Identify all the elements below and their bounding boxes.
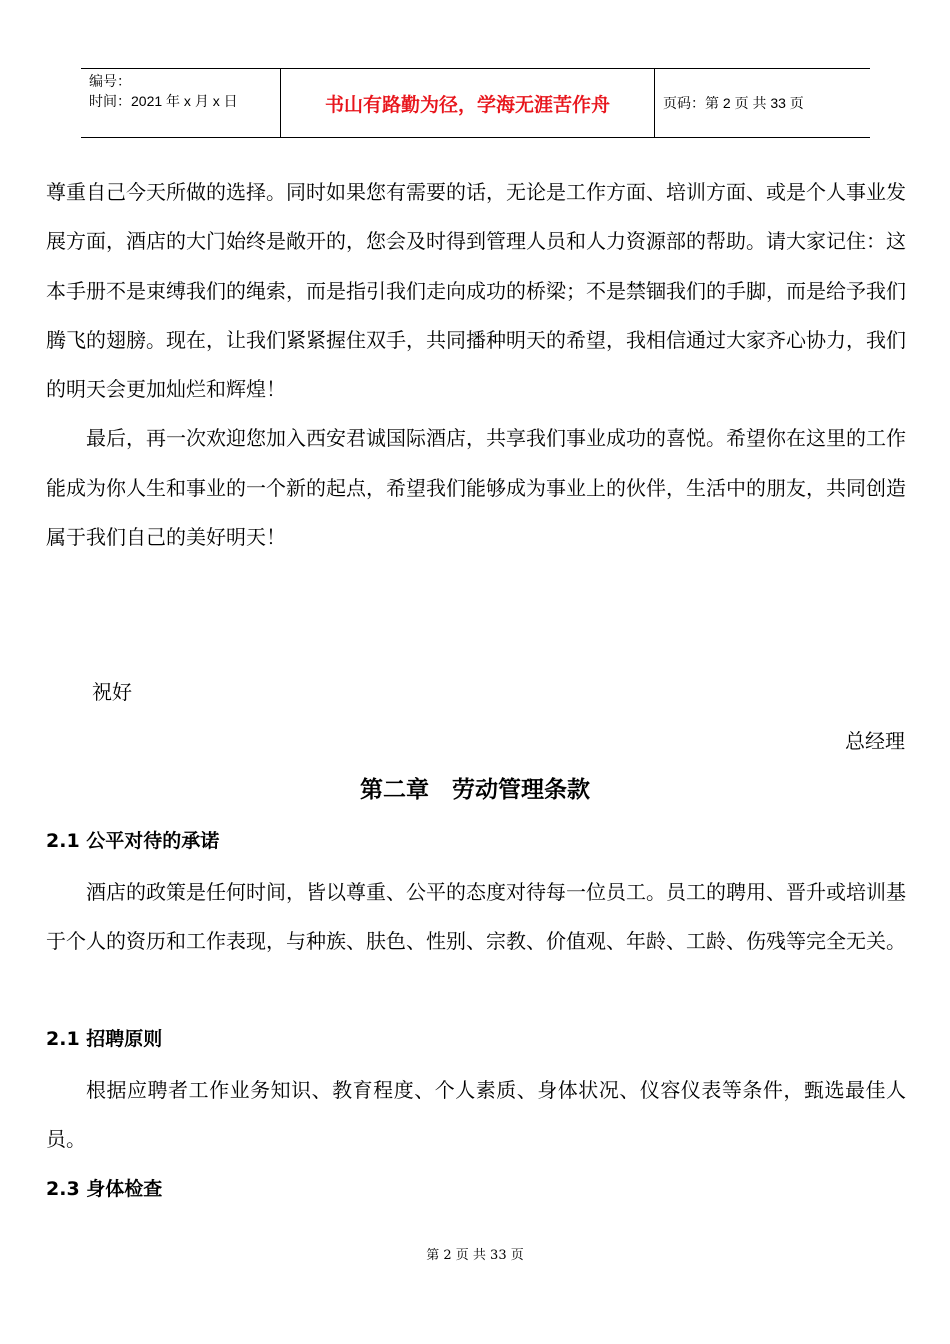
section-heading-fair-treatment: 2.1 公平对待的承诺 [46,830,220,852]
section-heading-recruitment: 2.1 招聘原则 [46,1028,163,1050]
header-page-info: 页码：第 2 页 共 33 页 [663,95,804,111]
chapter-title: 第二章 劳动管理条款 [360,777,590,803]
section-body-recruitment [46,1066,906,1165]
letter-greeting: 祝好 [92,680,132,704]
page-header [81,68,870,138]
section-heading-physical-exam: 2.3 身体检查 [46,1178,163,1200]
section-body-fair-treatment [46,868,906,967]
document-time-label: 时间：2021 年 x 月 x 日 [89,93,238,109]
section-paragraph: 根据应聘者工作业务知识、教育程度、个人素质、身体状况、仪容仪表等条件，甄选最佳人员。 [46,1078,906,1152]
document-number-label: 编号： [89,73,131,89]
letter-paragraph-1: 尊重自己今天所做的选择。同时如果您有需要的话，无论是工作方面、培训方面、或是个人事业发展方面，酒店的大门始终是敞开的，您会及时得到管理人员和人力资源部的帮助。请大家记住：这本手册不是束缚我们的绳索，而是指引我们走向成功的桥梁；不是禁锢我们的手脚，而是给予我们腾飞的翅膀。现在，让我们紧紧握住双手，共同播种明天的希望，我相信通过大家齐心协力，我们的明天会更加灿烂和辉煌！ [46,180,906,402]
header-meta [81,69,281,137]
letter-signature: 总经理 [845,729,905,753]
letter-body [46,168,906,562]
letter-paragraph-2: 最后，再一次欢迎您加入西安君诚国际酒店，共享我们事业成功的喜悦。希望你在这里的工作能成为你人生和事业的一个新的起点，希望我们能够成为事业上的伙伴，生活中的朋友，共同创造属于我们自己的美好明天！ [46,426,906,550]
page-footer: 第 2 页 共 33 页 [426,1248,524,1263]
header-motto: 书山有路勤为径，学海无涯苦作舟 [281,69,655,137]
section-paragraph: 酒店的政策是任何时间，皆以尊重、公平的态度对待每一位员工。员工的聘用、晋升或培训基于个人的资历和工作表现，与种族、肤色、性别、宗教、价值观、年龄、工龄、伤残等完全无关。 [46,880,906,954]
